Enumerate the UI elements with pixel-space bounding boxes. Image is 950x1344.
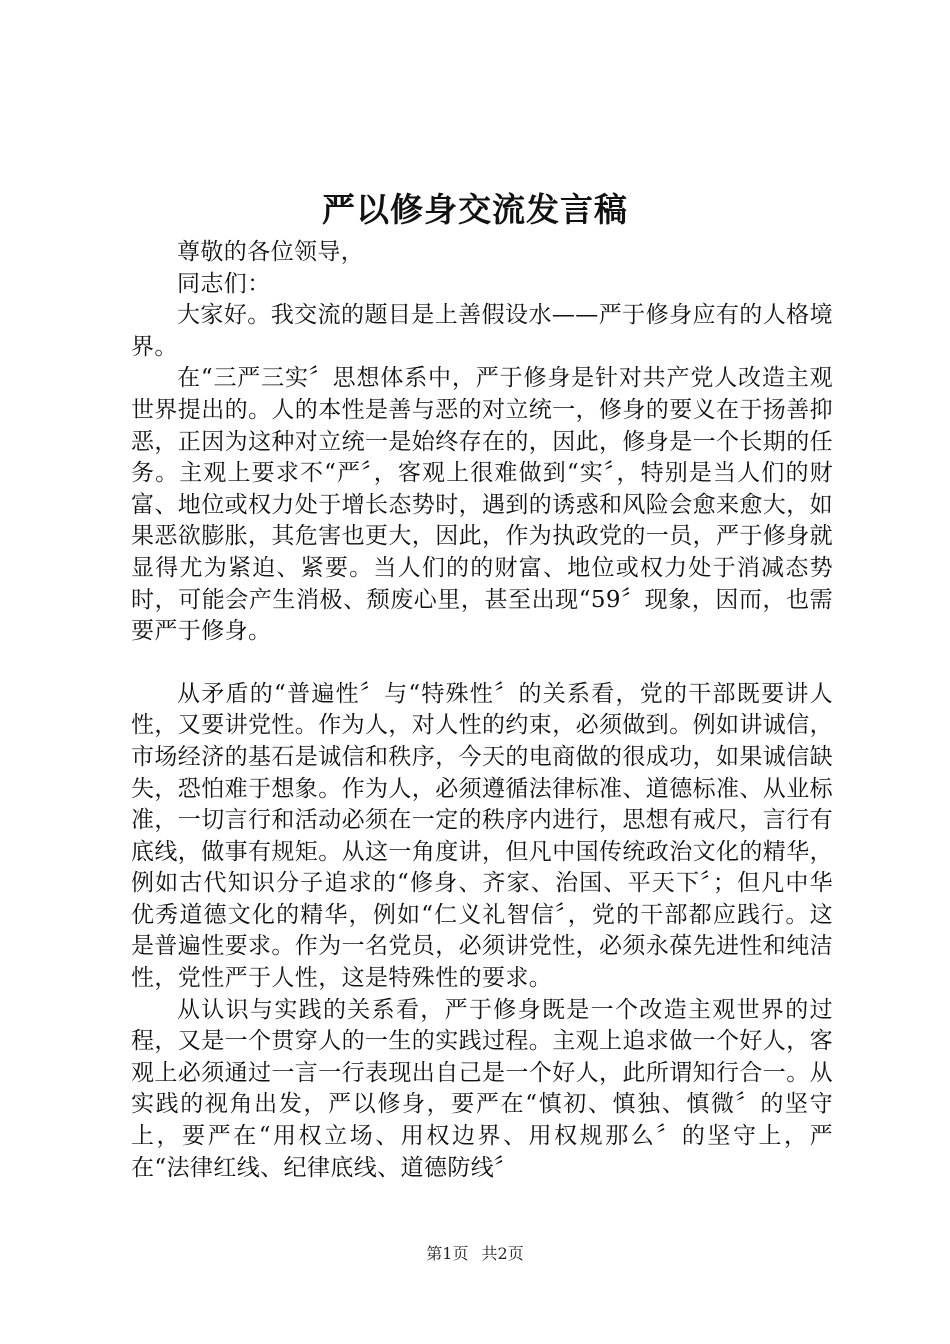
body-paragraph: 从认识与实践的关系看，严于修身既是一个改造主观世界的过程，又是一个贯穿人的一生的实践过程。主观上追求做一个好人，客观上必须通过一言一行表现出自己是一个好人，此所谓知行合一。从实践的视角出发，严以修身，要严在“慎初、慎独、慎微〞的坚守上，要严在“用权立场、用权边界、用权规那么〞的坚守上，严在“法律红线、纪律底线、道德防线〞 <box>131 996 833 1181</box>
page-total: 共2页 <box>481 1244 524 1263</box>
salutation-paragraph: 尊敬的各位领导， <box>177 239 365 265</box>
document-title: 严以修身交流发言稿 <box>322 190 628 229</box>
page-footer <box>0 1243 950 1265</box>
greeting-paragraph: 同志们： <box>177 270 271 297</box>
document-body <box>131 237 833 1184</box>
body-paragraph: 从矛盾的“普遍性〞与“特殊性〞的关系看，党的干部既要讲人性，又要讲党性。作为人，对人性的约束，必须做到。例如讲诚信，市场经济的基石是诚信和秩序，今天的电商做的很成功，如果诚信缺失，恐怕难于想象。作为人，必须遵循法律标准、道德标准、从业标准，一切言行和活动必须在一定的秩序内进行，思想有戒尺，言行有底线，做事有规矩。从这一角度讲，但凡中国传统政治文化的精华，例如古代知识分子追求的“修身、齐家、治国、平天下〞；但凡中华优秀道德文化的精华，例如“仁义礼智信〞，党的干部都应践行。这是普遍性要求。作为一名党员，必须讲党性，必须永葆先进性和纯洁性，党性严于人性，这是特殊性的要求。 <box>131 680 833 992</box>
intro-paragraph: 大家好。我交流的题目是上善假设水——严于修身应有的人格境界。 <box>131 302 833 360</box>
body-paragraph: 在“三严三实〞思想体系中，严于修身是针对共产党人改造主观世界提出的。人的本性是善与恶的对立统一，修身的要义在于扬善抑恶，正因为这种对立统一是始终存在的，因此，修身是一个长期的任务。主观上要求不“严〞，客观上很难做到“实〞，特别是当人们的财富、地位或权力处于增长态势时，遇到的诱惑和风险会愈来愈大，如果恶欲膨胀，其危害也更大，因此，作为执政党的一员，严于修身就显得尤为紧迫、紧要。当人们的的财富、地位或权力处于消减态势时，可能会产生消极、颓废心里，甚至出现“59〞现象，因而，也需要严于修身。 <box>131 365 833 645</box>
page-number: 第1页 <box>426 1244 469 1263</box>
